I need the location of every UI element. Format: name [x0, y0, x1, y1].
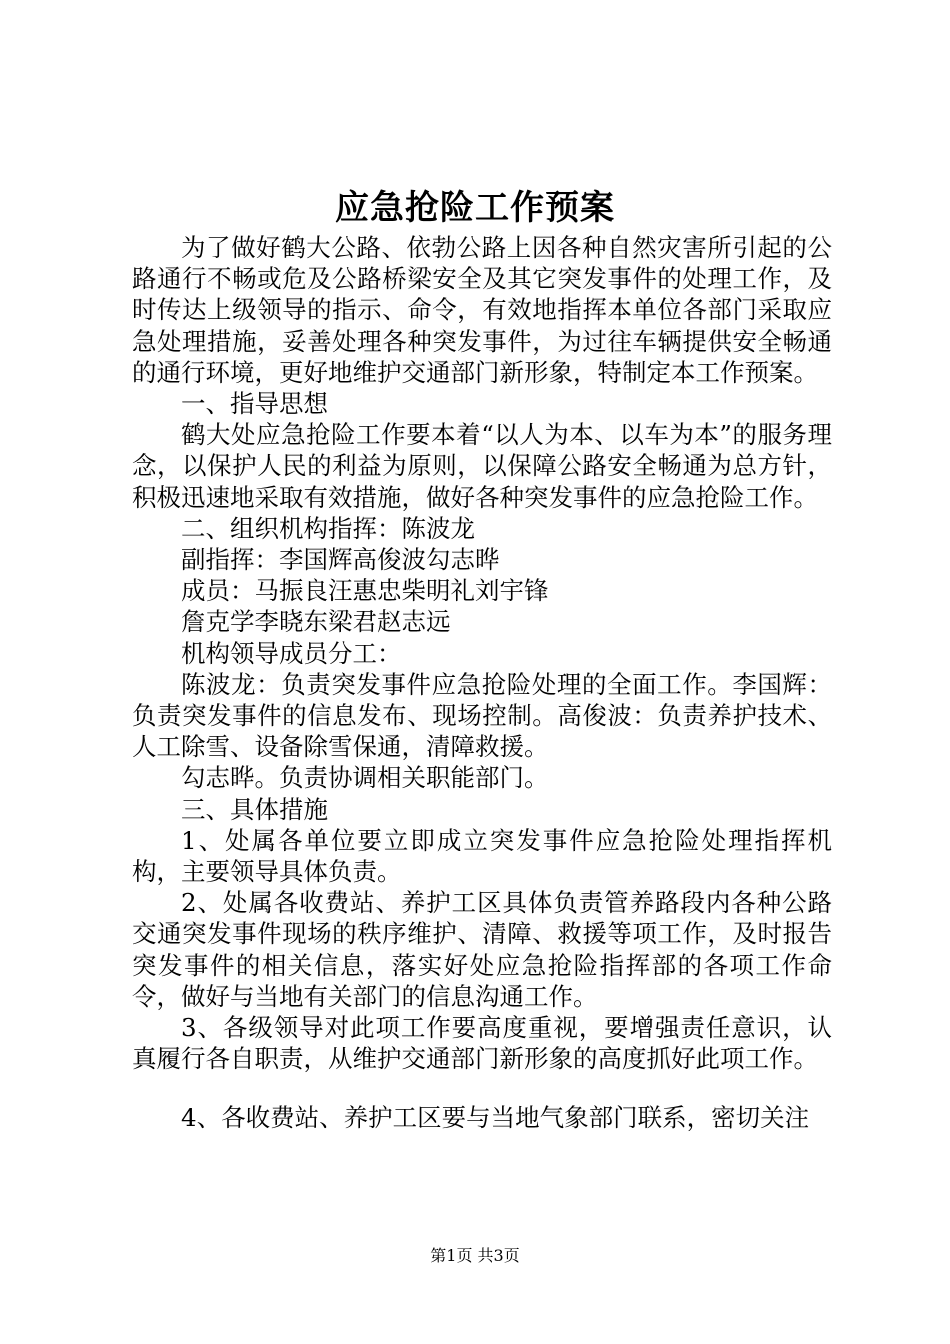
section-heading-organization: 二、组织机构指挥：陈波龙: [181, 513, 475, 543]
page-footer: 第1页 共3页: [430, 1246, 520, 1265]
section-heading-guiding-thought: 一、指导思想: [181, 389, 328, 419]
measure-item-4: 4、各收费站、养护工区要与当地气象部门联系，密切关注: [181, 1103, 810, 1133]
measure-item-2: 2、处属各收费站、养护工区具体负责管养路段内各种公路交通突发事件现场的秩序维护、清障、救援等项工作，及时报告突发事件的相关信息，落实好处应急抢险指挥部的各项工作命令，做好与当地有关部门的信息沟通工作。: [132, 888, 832, 1011]
measure-item-3: 3、各级领导对此项工作要高度重视，要增强责任意识，认真履行各自职责，从维护交通部门新形象的高度抓好此项工作。: [132, 1013, 832, 1074]
paragraph-guiding-thought: 鹤大处应急抢险工作要本着“以人为本、以车为本”的服务理念，以保护人民的利益为原则，以保障公路安全畅通为总方针，积极迅速地采取有效措施，做好各种突发事件的应急抢险工作。: [132, 420, 832, 512]
document-body: [132, 232, 832, 1134]
paragraph-members-continued: 詹克学李晓东梁君赵志远: [181, 607, 451, 637]
paragraph-responsibilities: 陈波龙：负责突发事件应急抢险处理的全面工作。李国辉：负责突发事件的信息发布、现场控制。高俊波：负责养护技术、人工除雪、设备除雪保通，清障救援。: [132, 669, 832, 762]
paragraph-division-heading: 机构领导成员分工：: [181, 638, 402, 668]
measure-item-1: 1、处属各单位要立即成立突发事件应急抢险处理指挥机构，主要领导具体负责。: [132, 825, 832, 887]
paragraph-spacer: [132, 1074, 832, 1102]
paragraph-members: 成员：马振良汪惠忠柴明礼刘宇锋: [181, 576, 549, 606]
paragraph-deputy-commanders: 副指挥：李国辉高俊波勾志晔: [181, 545, 500, 575]
document-title: 应急抢险工作预案: [335, 188, 615, 228]
paragraph-coordination: 勾志晔。负责协调相关职能部门。: [181, 763, 549, 793]
paragraph-intro: 为了做好鹤大公路、依勃公路上因各种自然灾害所引起的公路通行不畅或危及公路桥梁安全及其它突发事件的处理工作，及时传达上级领导的指示、命令，有效地指挥本单位各部门采取应急处理措施，妥善处理各种突发事件，为过往车辆提供安全畅通的通行环境，更好地维护交通部门新形象，特制定本工作预案。: [132, 233, 832, 387]
section-heading-measures: 三、具体措施: [181, 794, 328, 824]
